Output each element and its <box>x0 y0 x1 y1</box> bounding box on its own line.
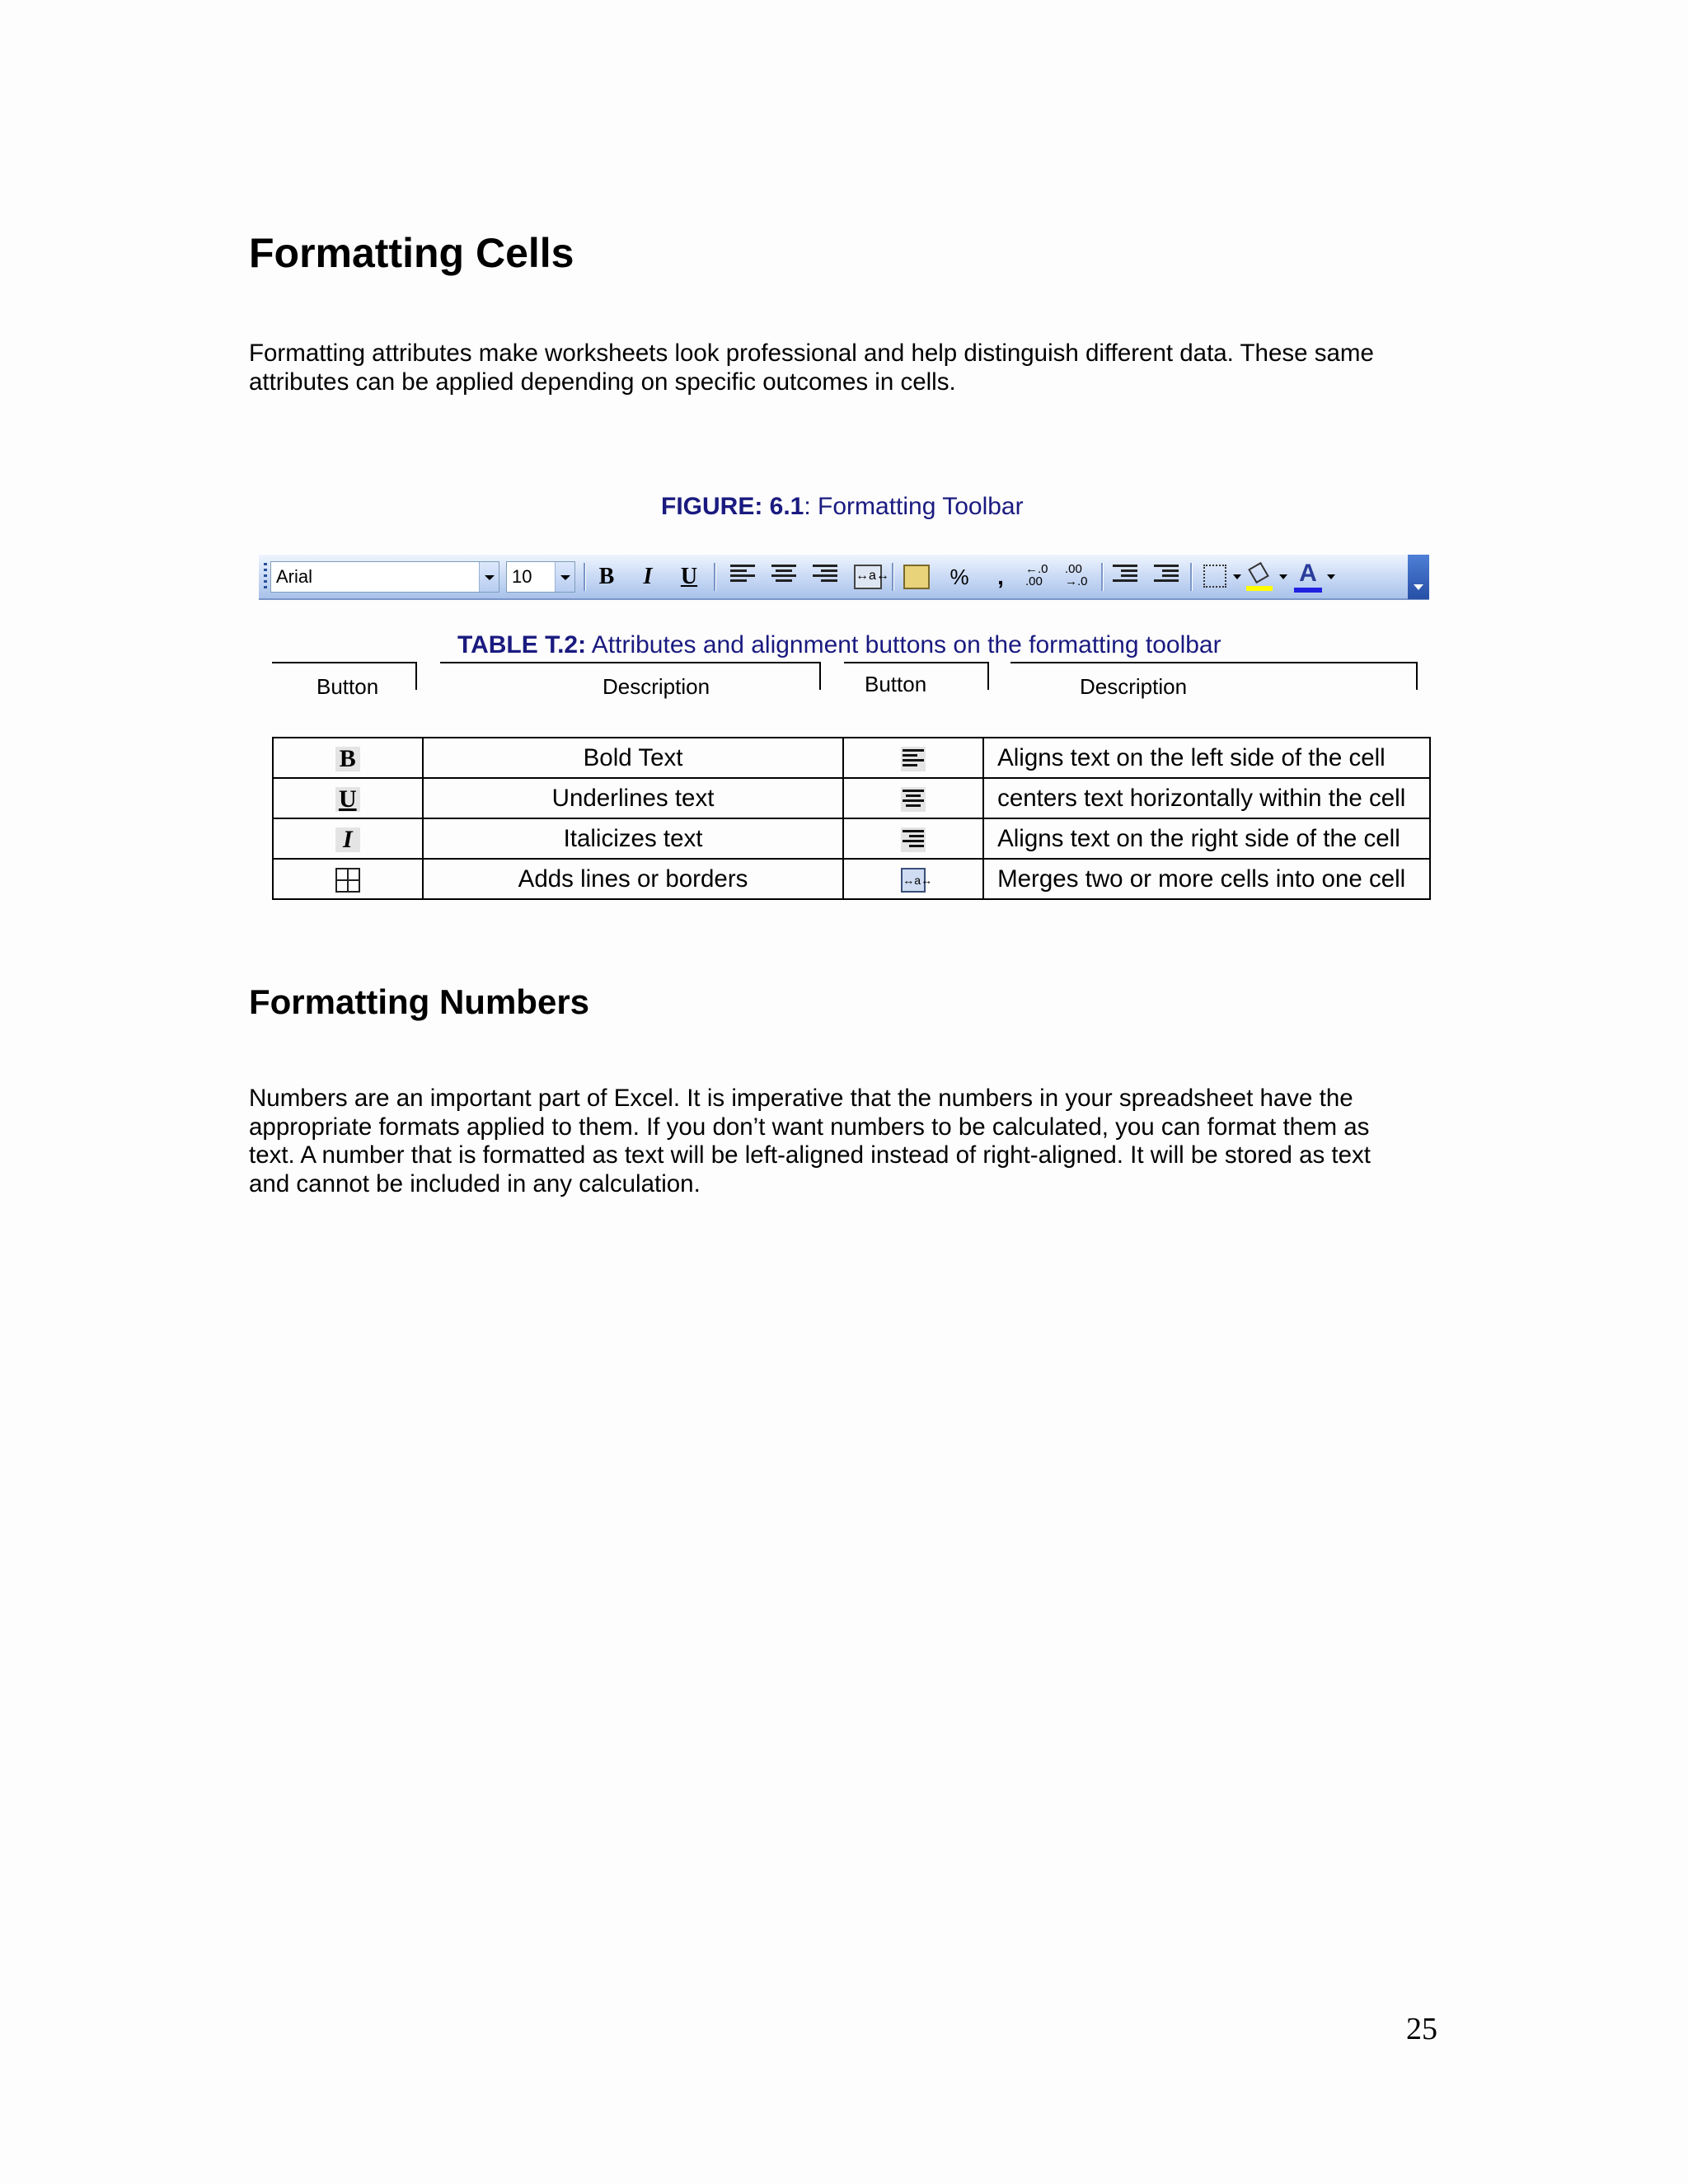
font-name-dropdown-icon[interactable] <box>479 562 499 592</box>
description-cell: Aligns text on the right side of the cell <box>983 818 1430 859</box>
comma-icon[interactable]: , <box>997 564 1004 589</box>
font-color-dropdown-icon[interactable] <box>1327 574 1335 579</box>
figure-caption <box>661 493 1024 521</box>
header-description-right: Description <box>1080 674 1188 699</box>
font-size-value: 10 <box>512 566 532 587</box>
font-name-combo[interactable] <box>270 561 499 593</box>
button-cell <box>273 778 423 818</box>
paragraph-line: appropriate formats applied to them. If you don’t want numbers to be calculated, you can format them as <box>249 1113 1370 1141</box>
description-cell: Underlines text <box>423 778 844 818</box>
merge-center-icon: ↔a↔ <box>901 868 926 893</box>
formatting-buttons-table <box>272 737 1431 900</box>
font-size-dropdown-icon[interactable] <box>555 562 574 592</box>
toolbar-separator <box>1101 563 1104 591</box>
increase-indent-icon[interactable] <box>1154 565 1179 588</box>
description-cell: Italicizes text <box>423 818 844 859</box>
numbers-paragraph <box>249 1085 1371 1198</box>
paragraph-line: attributes can be applied depending on specific outcomes in cells. <box>249 368 956 396</box>
toolbar-separator <box>714 563 716 591</box>
intro-paragraph <box>249 340 1374 396</box>
figure-label: FIGURE: 6.1 <box>661 493 804 520</box>
center-icon <box>901 787 926 812</box>
toolbar-options-icon[interactable] <box>1408 555 1429 599</box>
fill-color-icon[interactable] <box>1246 563 1273 591</box>
center-icon[interactable] <box>771 565 796 588</box>
button-cell <box>273 818 423 859</box>
header-button-right: Button <box>865 672 927 696</box>
align-right-icon[interactable] <box>813 565 837 588</box>
header-button-left: Button <box>316 674 379 699</box>
toolbar-separator <box>892 563 894 591</box>
description-cell: Bold Text <box>423 738 844 778</box>
button-cell <box>843 738 983 778</box>
fill-color-dropdown-icon[interactable] <box>1279 574 1287 579</box>
font-size-combo[interactable] <box>506 561 575 593</box>
formatting-toolbar <box>259 554 1429 600</box>
currency-icon[interactable] <box>903 565 930 589</box>
borders-dropdown-icon[interactable] <box>1233 574 1241 579</box>
table-row <box>273 738 1430 778</box>
table-caption-text: Attributes and alignment buttons on the formatting toolbar <box>586 631 1221 658</box>
bold-icon[interactable]: B <box>598 564 615 589</box>
table-row <box>273 859 1430 899</box>
button-cell <box>273 859 423 899</box>
figure-caption-text: : Formatting Toolbar <box>804 493 1024 520</box>
borders-icon <box>335 868 360 893</box>
header-bracket <box>1010 662 1418 690</box>
table-label: TABLE T.2: <box>457 631 587 658</box>
underline-icon: U <box>335 787 360 812</box>
paragraph-line: text. A number that is formatted as text will be left-aligned instead of right-aligned. It will be stored as text <box>249 1141 1371 1169</box>
table-row <box>273 818 1430 859</box>
decrease-indent-icon[interactable] <box>1113 565 1137 588</box>
paragraph-line: and cannot be included in any calculation. <box>249 1169 701 1197</box>
toolbar-grip-icon[interactable] <box>264 563 267 591</box>
italic-icon[interactable]: I <box>643 564 653 589</box>
align-left-icon <box>901 747 926 771</box>
section-heading-formatting-numbers: Formatting Numbers <box>249 982 590 1021</box>
borders-icon[interactable] <box>1203 565 1226 588</box>
button-cell <box>843 778 983 818</box>
paragraph-line: Numbers are an important part of Excel. It is imperative that the numbers in your spreadsheet have the <box>249 1085 1353 1112</box>
merge-center-icon[interactable]: ↔a↔ <box>854 565 882 589</box>
button-cell <box>273 738 423 778</box>
description-cell: Adds lines or borders <box>423 859 844 899</box>
align-right-icon <box>901 827 926 852</box>
bold-icon: B <box>335 747 360 771</box>
font-color-icon[interactable]: A <box>1294 560 1322 593</box>
toolbar-separator <box>584 563 586 591</box>
table-row <box>273 778 1430 818</box>
button-cell <box>843 818 983 859</box>
underline-icon[interactable]: U <box>680 564 698 589</box>
header-description-left: Description <box>603 674 710 699</box>
toolbar-separator <box>1190 563 1193 591</box>
paragraph-line: Formatting attributes make worksheets look professional and help distinguish different data. These same <box>249 340 1374 367</box>
italic-icon: I <box>335 827 360 852</box>
section-heading-formatting-cells: Formatting Cells <box>249 230 574 276</box>
table-caption <box>457 631 1221 659</box>
description-cell: Aligns text on the left side of the cell <box>983 738 1430 778</box>
increase-decimal-icon[interactable]: ←.0 .00 <box>1025 562 1048 588</box>
button-cell <box>843 859 983 899</box>
font-name-value: Arial <box>276 566 313 587</box>
percent-icon[interactable]: % <box>950 565 969 589</box>
decrease-decimal-icon[interactable]: .00 →.0 <box>1065 562 1088 588</box>
description-cell: centers text horizontally within the cell <box>983 778 1430 818</box>
page-number: 25 <box>1406 2012 1437 2046</box>
align-left-icon[interactable] <box>730 565 755 588</box>
description-cell: Merges two or more cells into one cell <box>983 859 1430 899</box>
